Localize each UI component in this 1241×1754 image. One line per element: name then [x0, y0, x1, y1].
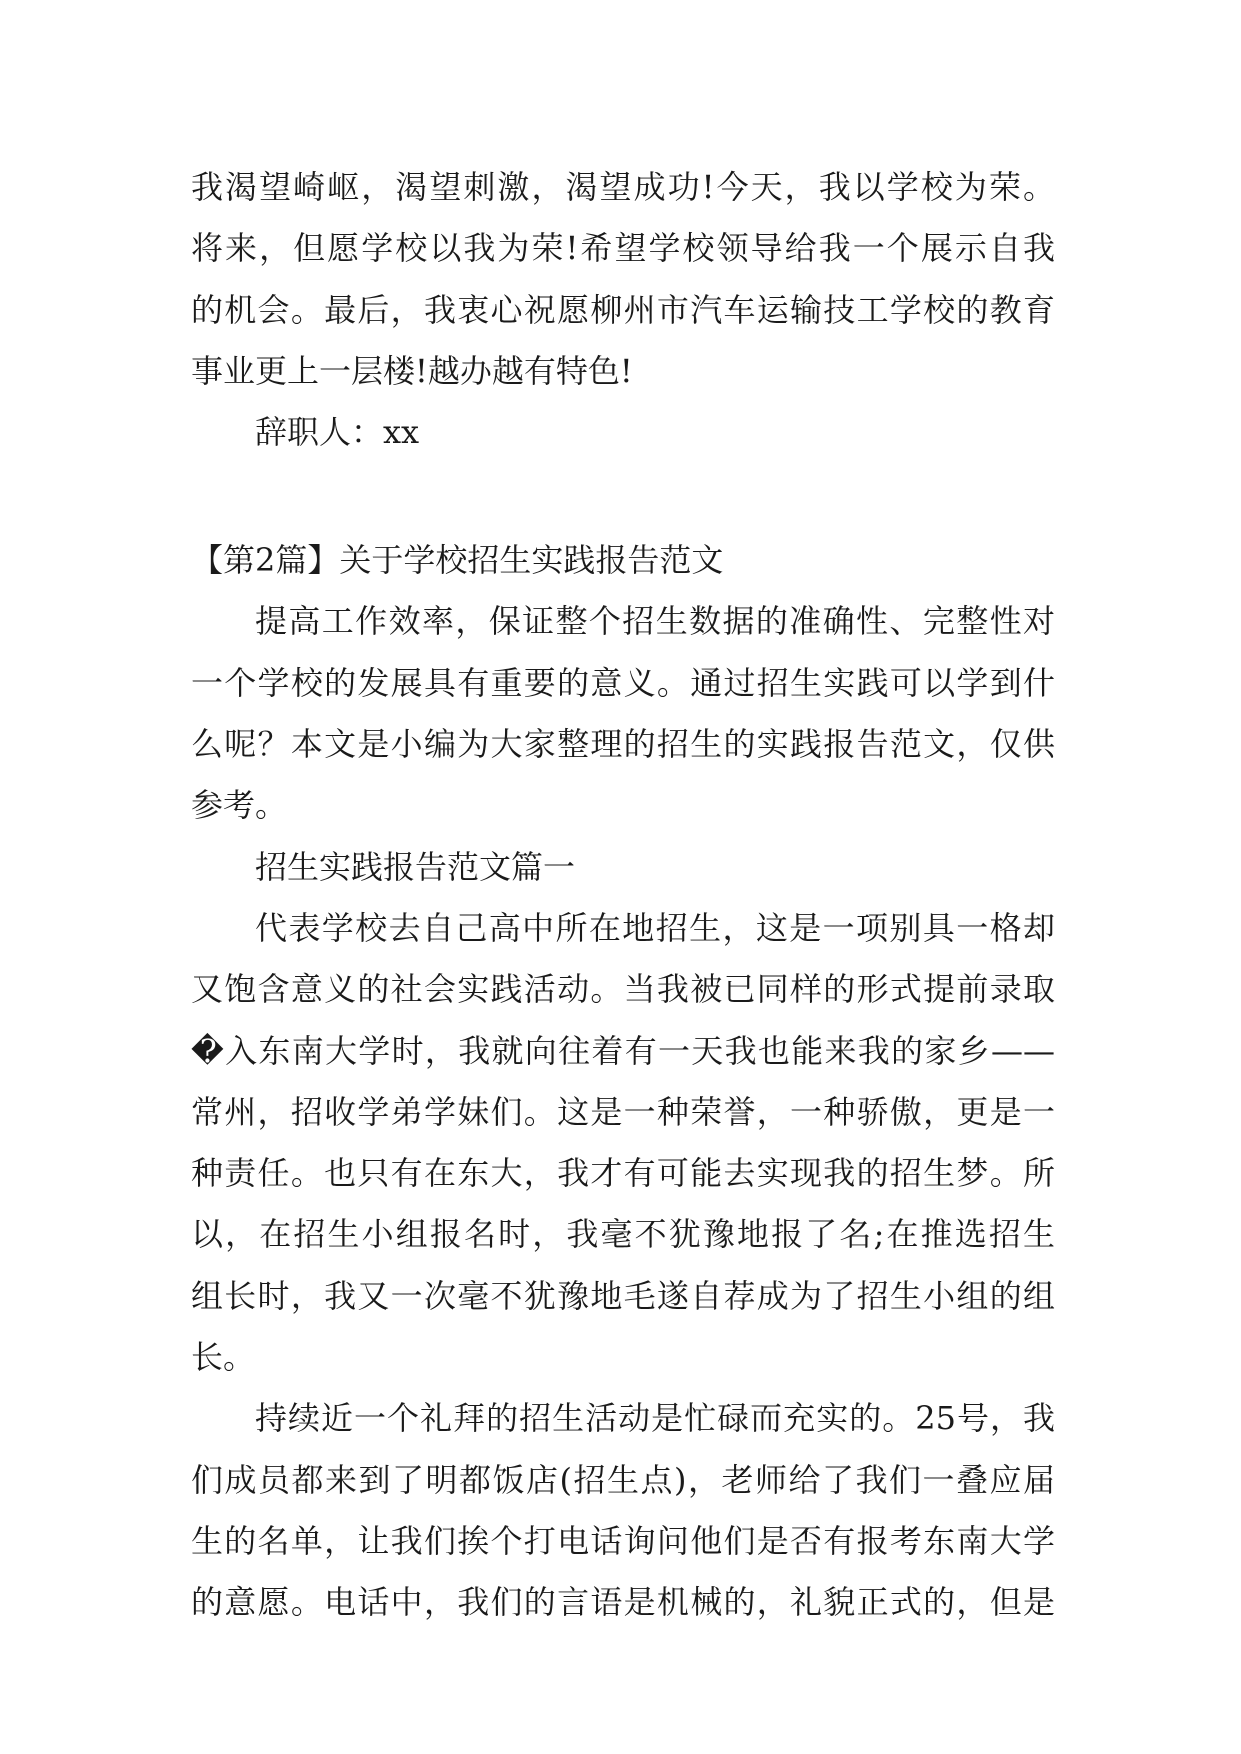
text-line: 常州，招收学弟学妹们。这是一种荣誉，一种骄傲，更是一: [191, 1092, 1055, 1131]
text-line: 组长时，我又一次毫不犹豫地毛遂自荐成为了招生小组的组: [191, 1276, 1055, 1315]
text-line: 代表学校去自己高中所在地招生，这是一项别具一格却: [255, 908, 1055, 947]
text-line: 持续近一个礼拜的招生活动是忙碌而充实的。25号，我: [255, 1399, 1055, 1438]
text-line: �入东南大学时，我就向往着有一天我也能来我的家乡——: [191, 1031, 1055, 1070]
text-line: 的机会。最后，我衷心祝愿柳州市汽车运输技工学校的教育: [191, 290, 1055, 329]
text-line: 么呢？本文是小编为大家整理的招生的实践报告范文，仅供: [191, 725, 1055, 764]
text-line: 辞职人：xx: [255, 413, 420, 452]
document-body: [191, 157, 1055, 1634]
text-line: 提高工作效率，保证整个招生数据的准确性、完整性对: [255, 602, 1055, 641]
text-line: 长。: [191, 1338, 256, 1377]
text-line: 我渴望崎岖，渴望刺激，渴望成功!今天，我以学校为荣。: [191, 168, 1055, 206]
text-line: 将来，但愿学校以我为荣!希望学校领导给我一个展示自我: [191, 229, 1055, 268]
section-gap: [191, 463, 1055, 530]
body-paragraph-2: [191, 1388, 1055, 1633]
text-line: 的意愿。电话中，我们的言语是机械的，礼貌正式的，但是: [191, 1583, 1055, 1622]
signature-line: [191, 402, 1055, 463]
article-2-title: [191, 530, 1055, 591]
text-line: 一个学校的发展具有重要的意义。通过招生实践可以学到什: [191, 663, 1055, 702]
article-title: 【第2篇】关于学校招生实践报告范文: [191, 541, 724, 580]
intro-paragraph: [191, 591, 1055, 836]
closing-paragraph: [191, 157, 1055, 402]
section-heading: 招生实践报告范文篇一: [255, 847, 576, 886]
text-line: 生的名单，让我们挨个打电话询问他们是否有报考东南大学: [191, 1521, 1055, 1560]
text-line: 以，在招生小组报名时，我毫不犹豫地报了名;在推选招生: [191, 1215, 1055, 1254]
body-paragraph-1: [191, 898, 1055, 1388]
text-line: 们成员都来到了明都饭店(招生点)，老师给了我们一叠应届: [191, 1460, 1055, 1499]
text-line: 事业更上一层楼!越办越有特色!: [191, 351, 633, 390]
text-line: 种责任。也只有在东大，我才有可能去实现我的招生梦。所: [191, 1154, 1055, 1193]
text-line: 又饱含意义的社会实践活动。当我被已同样的形式提前录取: [191, 970, 1055, 1009]
text-line: 参考。: [191, 786, 288, 825]
section-title: [191, 837, 1055, 898]
